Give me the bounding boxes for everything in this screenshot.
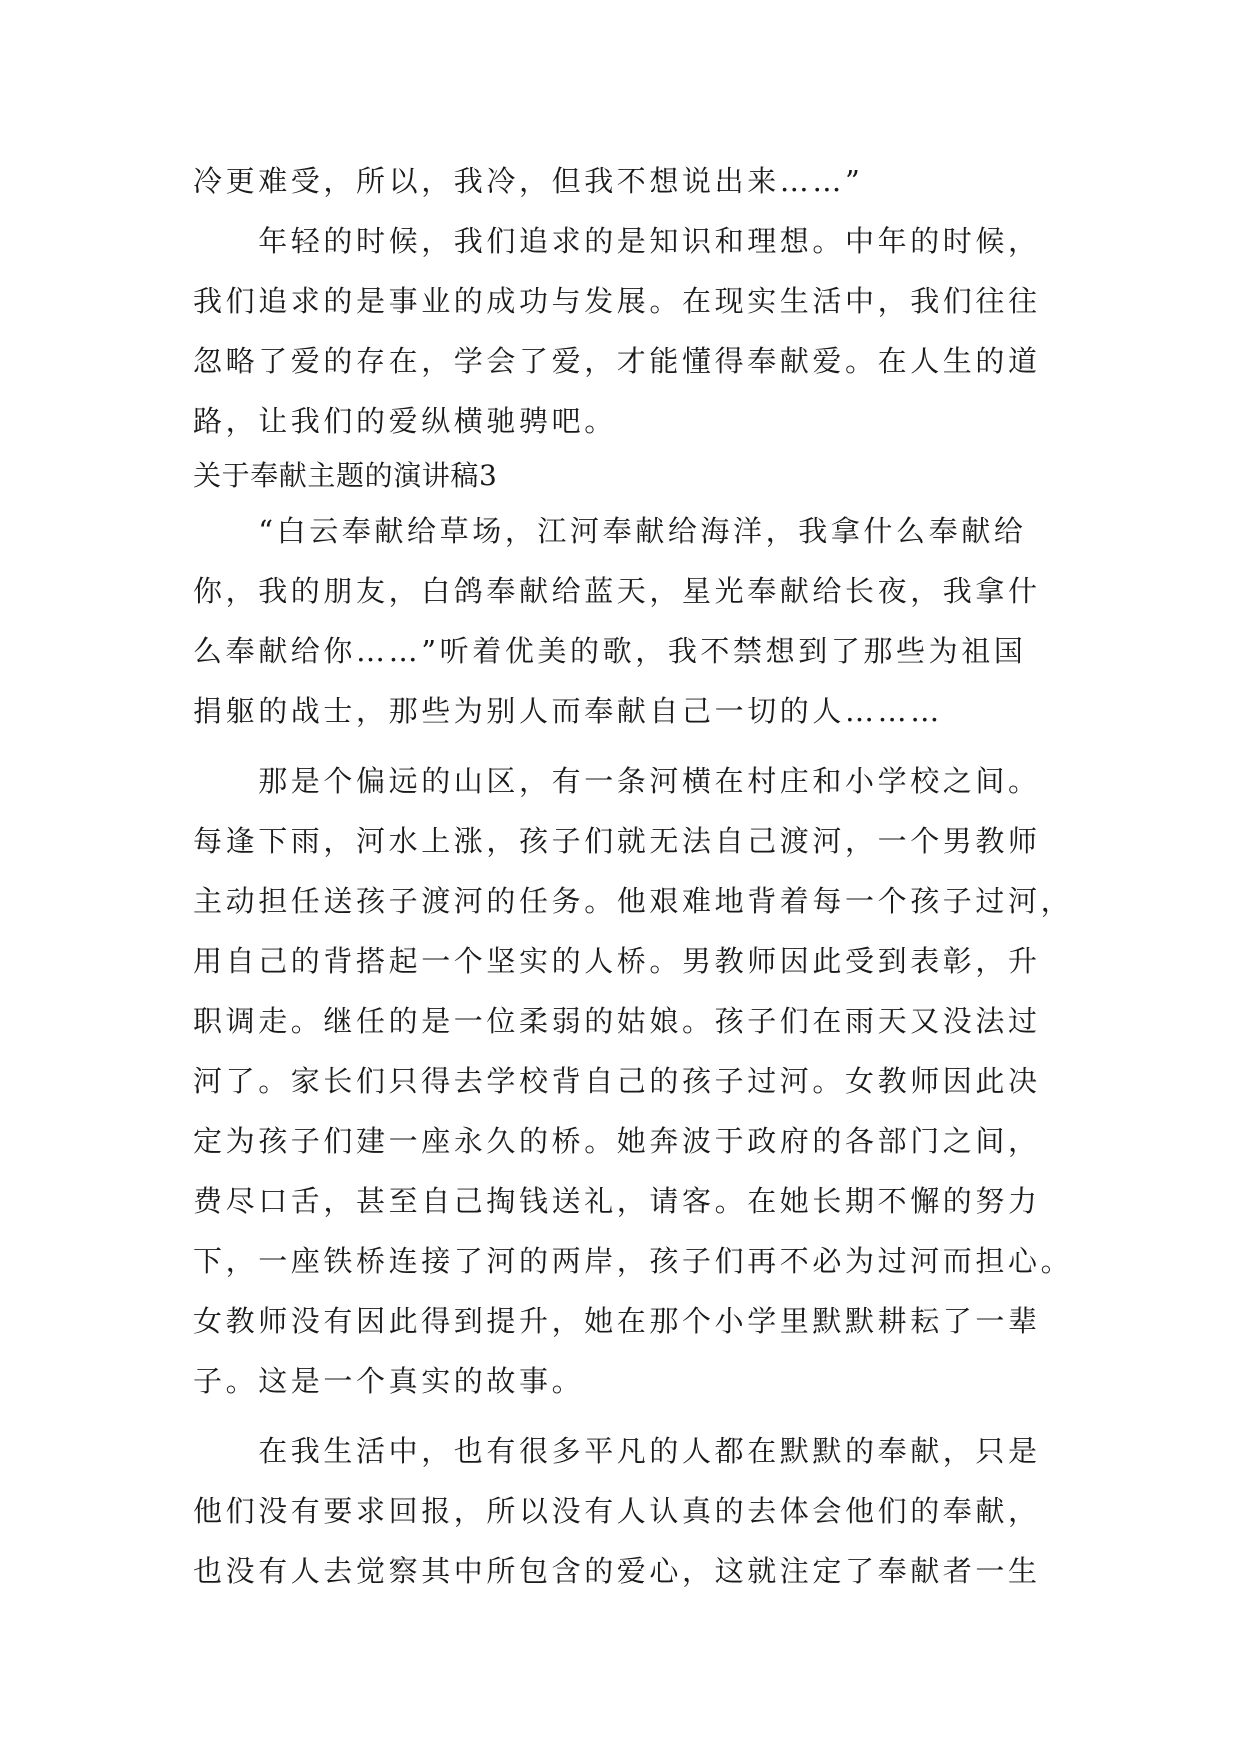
paragraph <box>193 211 1055 451</box>
text-line: 忽略了爱的存在，学会了爱，才能懂得奉献爱。在人生的道 <box>193 344 1041 378</box>
text-line: 那是个偏远的山区，有一条河横在村庄和小学校之间。 <box>193 764 1041 798</box>
text-line: “白云奉献给草场，江河奉献给海洋，我拿什么奉献给 <box>193 514 1027 548</box>
paragraph-spacer <box>193 1411 1055 1421</box>
text-line: 女教师没有因此得到提升，她在那个小学里默默耕耘了一辈 <box>193 1304 1041 1338</box>
text-line: 冷更难受，所以，我冷，但我不想说出来……” <box>193 164 864 198</box>
section-heading: 关于奉献主题的演讲稿3 <box>193 459 498 492</box>
text-line: 河了。家长们只得去学校背自己的孩子过河。女教师因此决 <box>193 1064 1041 1098</box>
text-line: 么奉献给你……”听着优美的歌，我不禁想到了那些为祖国 <box>193 634 1027 668</box>
text-line: 主动担任送孩子渡河的任务。他艰难地背着每一个孩子过河， <box>193 884 1074 918</box>
text-line: 路，让我们的爱纵横驰骋吧。 <box>193 404 617 438</box>
paragraph <box>193 151 1055 211</box>
text-line: 他们没有要求回报，所以没有人认真的去体会他们的奉献， <box>193 1494 1041 1528</box>
paragraph <box>193 751 1074 1411</box>
document-body <box>193 151 1074 1601</box>
text-line: 费尽口舌，甚至自己掏钱送礼，请客。在她长期不懈的努力 <box>193 1184 1041 1218</box>
text-line: 职调走。继任的是一位柔弱的姑娘。孩子们在雨天又没法过 <box>193 1004 1041 1038</box>
paragraph-spacer <box>193 741 1055 751</box>
paragraph <box>193 501 1055 741</box>
text-line: 你，我的朋友，白鸽奉献给蓝天，星光奉献给长夜，我拿什 <box>193 574 1041 608</box>
text-line: 年轻的时候，我们追求的是知识和理想。中年的时候， <box>193 224 1041 258</box>
text-line: 捐躯的战士，那些为别人而奉献自己一切的人……… <box>193 694 943 728</box>
text-line: 下，一座铁桥连接了河的两岸，孩子们再不必为过河而担心。 <box>193 1244 1074 1278</box>
text-line: 我们追求的是事业的成功与发展。在现实生活中，我们往往 <box>193 284 1041 318</box>
text-line: 每逢下雨，河水上涨，孩子们就无法自己渡河，一个男教师 <box>193 824 1041 858</box>
text-line: 子。这是一个真实的故事。 <box>193 1364 585 1398</box>
text-line: 用自己的背搭起一个坚实的人桥。男教师因此受到表彰，升 <box>193 944 1041 978</box>
text-line: 也没有人去觉察其中所包含的爱心，这就注定了奉献者一生 <box>193 1554 1041 1588</box>
text-line: 在我生活中，也有很多平凡的人都在默默的奉献，只是 <box>193 1434 1041 1468</box>
paragraph <box>193 1421 1055 1601</box>
text-line: 定为孩子们建一座永久的桥。她奔波于政府的各部门之间， <box>193 1124 1041 1158</box>
